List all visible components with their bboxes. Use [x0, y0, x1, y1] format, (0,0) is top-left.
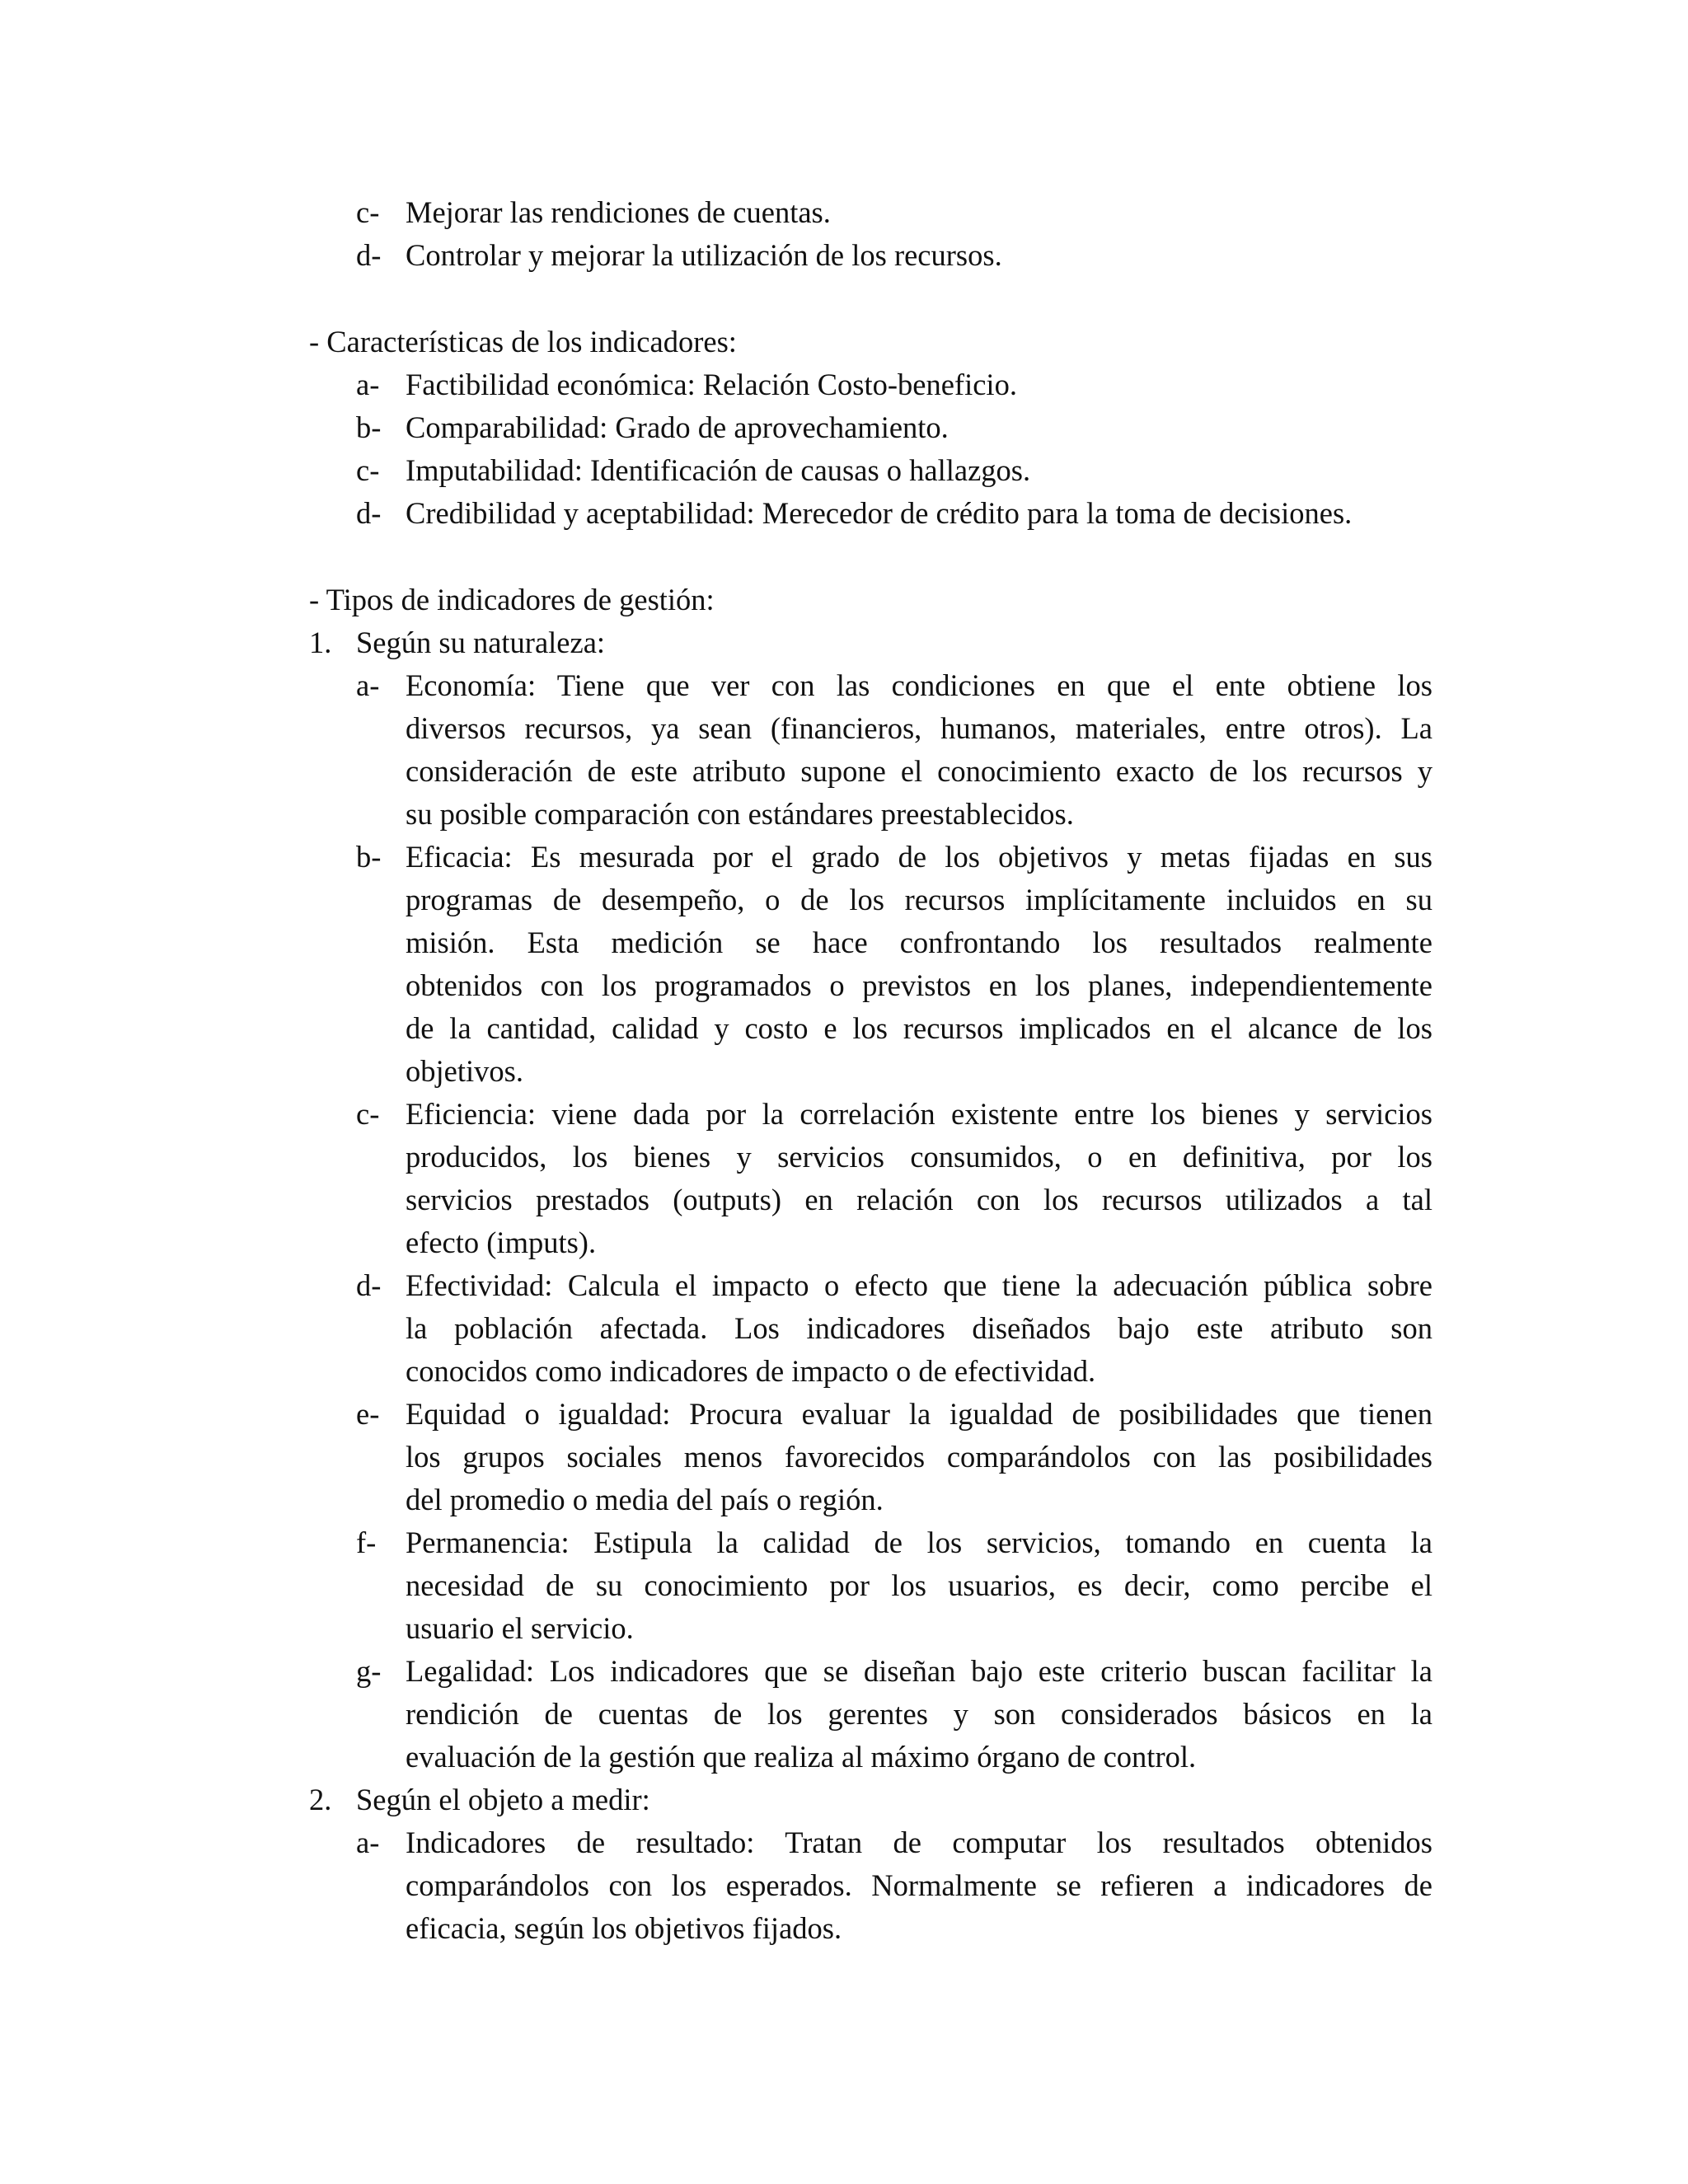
text-line [0, 1693, 1688, 1736]
text-line [0, 363, 1688, 406]
line-text: necesidad de su conocimiento por los usuarios, es decir, como percibe el [406, 1568, 1432, 1602]
line-text: del promedio o media del país o región. [406, 1483, 884, 1516]
list-marker: f- [356, 1526, 377, 1559]
text-line [0, 1179, 1688, 1221]
text-line [0, 707, 1688, 750]
list-marker: d- [356, 1268, 382, 1302]
line-text: Legalidad: Los indicadores que se diseñan bajo este criterio buscan facilitar la [406, 1654, 1432, 1688]
line-text: - Tipos de indicadores de gestión: [309, 583, 715, 616]
text-line [0, 1650, 1688, 1693]
line-text: evaluación de la gestión que realiza al máximo órgano de control. [406, 1740, 1197, 1774]
text-line [0, 1436, 1688, 1479]
list-marker: a- [356, 368, 380, 401]
line-text: conocidos como indicadores de impacto o de efectividad. [406, 1354, 1096, 1388]
list-marker: a- [356, 668, 380, 702]
list-marker: d- [356, 496, 382, 530]
text-line [0, 964, 1688, 1007]
line-text: Economía: Tiene que ver con las condiciones en que el ente obtiene los [406, 668, 1432, 702]
line-text: programas de desempeño, o de los recursos implícitamente incluidos en su [406, 883, 1432, 916]
line-text: eficacia, según los objetivos fijados. [406, 1911, 842, 1945]
text-line [0, 321, 1688, 363]
line-text: Efectividad: Calcula el impacto o efecto que tiene la adecuación pública sobre [406, 1268, 1432, 1302]
list-marker: g- [356, 1654, 382, 1688]
text-line [0, 1864, 1688, 1907]
list-marker: c- [356, 1097, 380, 1131]
line-text: obtenidos con los programados o previstos en los planes, independientemente [406, 968, 1432, 1002]
line-text: Equidad o igualdad: Procura evaluar la igualdad de posibilidades que tienen [406, 1397, 1432, 1431]
text-line [0, 234, 1688, 277]
text-line [0, 579, 1688, 621]
text-line [0, 492, 1688, 535]
text-line [0, 1907, 1688, 1950]
line-text: Eficiencia: viene dada por la correlación existente entre los bienes y servicios [406, 1097, 1432, 1131]
list-marker: e- [356, 1397, 380, 1431]
list-marker: 1. [309, 626, 332, 659]
text-line [0, 1221, 1688, 1264]
list-marker: c- [356, 195, 380, 229]
line-text: su posible comparación con estándares preestablecidos. [406, 797, 1074, 831]
text-line [0, 1307, 1688, 1350]
line-text: diversos recursos, ya sean (financieros, humanos, materiales, entre otros). La [406, 711, 1432, 745]
line-text: la población afectada. Los indicadores diseñados bajo este atributo son [406, 1311, 1432, 1345]
text-line [0, 449, 1688, 492]
text-line [0, 1521, 1688, 1564]
text-line [0, 1350, 1688, 1393]
line-text: consideración de este atributo supone el conocimiento exacto de los recursos y [406, 754, 1432, 788]
line-text: de la cantidad, calidad y costo e los recursos implicados en el alcance de los [406, 1011, 1432, 1045]
line-text: Según su naturaleza: [356, 626, 606, 659]
line-text: Credibilidad y aceptabilidad: Merecedor de crédito para la toma de decisiones. [406, 496, 1353, 530]
text-line [0, 1136, 1688, 1179]
line-text: Indicadores de resultado: Tratan de computar los resultados obtenidos [406, 1825, 1432, 1859]
line-text: efecto (imputs). [406, 1226, 597, 1259]
line-text: rendición de cuentas de los gerentes y son considerados básicos en la [406, 1697, 1432, 1731]
line-text: Eficacia: Es mesurada por el grado de los objetivos y metas fijadas en sus [406, 840, 1432, 874]
text-line [0, 191, 1688, 234]
text-line [0, 406, 1688, 449]
list-marker: b- [356, 410, 382, 444]
text-line [0, 1736, 1688, 1779]
text-line [0, 1479, 1688, 1521]
text-line [0, 1264, 1688, 1307]
text-line [0, 1393, 1688, 1436]
list-marker: 2. [309, 1783, 332, 1816]
line-text: Controlar y mejorar la utilización de los recursos. [406, 238, 1002, 272]
line-text: comparándolos con los esperados. Normalmente se refieren a indicadores de [406, 1868, 1432, 1902]
line-text: producidos, los bienes y servicios consumidos, o en definitiva, por los [406, 1140, 1432, 1174]
text-line [0, 793, 1688, 836]
text-line [0, 921, 1688, 964]
line-text: misión. Esta medición se hace confrontando los resultados realmente [406, 926, 1432, 959]
line-text: Imputabilidad: Identificación de causas o hallazgos. [406, 453, 1031, 487]
text-line [0, 621, 1688, 664]
line-text: servicios prestados (outputs) en relación con los recursos utilizados a tal [406, 1183, 1432, 1216]
text-line [0, 750, 1688, 793]
line-text: Factibilidad económica: Relación Costo-beneficio. [406, 368, 1017, 401]
text-line [0, 836, 1688, 879]
text-line [0, 664, 1688, 707]
text-line [0, 1007, 1688, 1050]
list-marker: a- [356, 1825, 380, 1859]
line-text: objetivos. [406, 1054, 523, 1088]
line-text: Mejorar las rendiciones de cuentas. [406, 195, 831, 229]
list-marker: b- [356, 840, 382, 874]
text-line [0, 1779, 1688, 1821]
line-text: - Características de los indicadores: [309, 325, 737, 359]
list-marker: d- [356, 238, 382, 272]
line-text: Según el objeto a medir: [356, 1783, 650, 1816]
text-line [0, 1821, 1688, 1864]
line-text: Comparabilidad: Grado de aprovechamiento. [406, 410, 949, 444]
line-text: los grupos sociales menos favorecidos comparándolos con las posibilidades [406, 1440, 1432, 1474]
line-text: usuario el servicio. [406, 1611, 634, 1645]
text-line [0, 1093, 1688, 1136]
line-text: Permanencia: Estipula la calidad de los servicios, tomando en cuenta la [406, 1526, 1432, 1559]
text-line [0, 879, 1688, 921]
text-line [0, 1607, 1688, 1650]
list-marker: c- [356, 453, 380, 487]
text-line [0, 1564, 1688, 1607]
text-line [0, 1050, 1688, 1093]
